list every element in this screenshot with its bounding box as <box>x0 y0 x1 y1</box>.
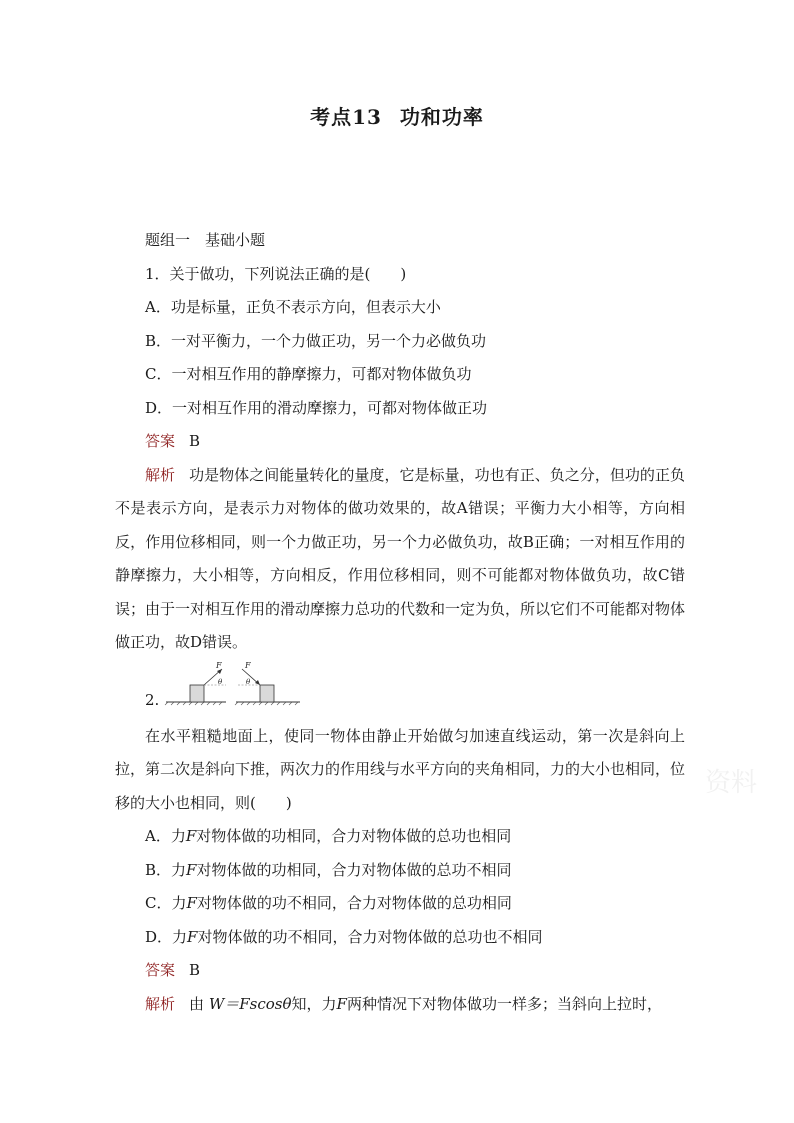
q1-option-b: B．一对平衡力，一个力做正功，另一个力必做负功 <box>145 331 487 350</box>
analysis-label: 解析 <box>145 994 176 1013</box>
group-title: 题组一 基础小题 <box>145 231 266 249</box>
answer-value: B <box>189 961 201 979</box>
option-var: F <box>187 927 198 946</box>
analysis-text: 两种情况下对物体做功一样多；当斜向上拉时， <box>346 994 662 1013</box>
q1-stem: 1．关于做功，下列说法正确的是( ) <box>145 264 407 283</box>
q2-option-b <box>115 854 685 888</box>
answer-value: B <box>189 432 201 450</box>
q2-number: 2. <box>145 690 160 709</box>
answer-label: 答案 <box>145 961 176 979</box>
option-text: 对物体做的功不相同，合力对物体做的总功相同 <box>196 894 512 912</box>
option-letter: C．力 <box>145 894 187 912</box>
option-var: F <box>185 827 197 845</box>
option-letter: A．力 <box>145 827 186 845</box>
option-text: 对物体做的功相同，合力对物体做的总功不相同 <box>196 860 512 879</box>
q1-option-a: A．功是标量，正负不表示方向，但表示大小 <box>145 298 441 316</box>
q2-force-diagram <box>160 660 305 710</box>
angle-label-left: θ <box>218 677 223 686</box>
analysis-text: 知，力 <box>291 994 337 1013</box>
answer-label: 答案 <box>145 432 176 450</box>
q2-figure-row <box>115 660 685 720</box>
title-topic: 功和功率 <box>399 105 484 129</box>
q1-option-c: C．一对相互作用的静摩擦力，可都对物体做负功 <box>145 365 472 383</box>
option-var: F <box>186 894 197 912</box>
q1-analysis <box>115 459 685 660</box>
option-var: F <box>186 860 197 879</box>
q2-option-a <box>115 820 685 854</box>
option-text: 对物体做的功相同，合力对物体做的总功也相同 <box>196 827 512 845</box>
angle-label-right: θ <box>246 677 251 686</box>
analysis-var: F <box>336 994 347 1013</box>
analysis-formula: W＝Fscosθ <box>208 994 292 1013</box>
q1-option-d: D．一对相互作用的滑动摩擦力，可都对物体做正功 <box>145 398 488 417</box>
q2-answer <box>115 954 685 988</box>
force-label-left: F <box>216 660 222 670</box>
analysis-text: 功是物体之间能量转化的量度，它是标量，功也有正、负之分，但功的正负不是表示方向，是表示力对物体的做功效果的，故A错误；平衡力大小相等，方向相反，作用位移相同，则一个力做正功，另一个力必做负功，故B正确；一对相互作用的静摩擦力，大小相等，方向相反，作用位移相同，则不可能都对物体做负功，故C错误；由于一对相互作用的滑动摩擦力总功的代数和一定为负，所以它们不可能都对物体做正功，故D错误。 <box>115 465 686 651</box>
document-body <box>115 224 685 1021</box>
option-letter: B．力 <box>145 860 187 879</box>
q2-option-c <box>115 887 685 921</box>
page-title <box>0 101 794 130</box>
analysis-text: 由 <box>189 994 205 1013</box>
q2-stem: 在水平粗糙地面上，使同一物体由静止开始做匀加速直线运动，第一次是斜向上拉，第二次是斜向下推，两次力的作用线与水平方向的夹角相同，力的大小也相同，位移的大小也相同，则( ) <box>115 726 686 812</box>
q1-answer <box>115 425 685 459</box>
option-letter: D．力 <box>145 927 188 946</box>
watermark: 资料 <box>705 768 758 798</box>
q2-analysis <box>115 988 685 1022</box>
q2-option-d <box>115 921 685 955</box>
title-prefix: 考点13 <box>310 105 382 129</box>
option-text: 对物体做的功不相同，合力对物体做的总功也不相同 <box>197 927 543 946</box>
force-label-right: F <box>245 660 251 670</box>
analysis-label: 解析 <box>145 465 176 484</box>
